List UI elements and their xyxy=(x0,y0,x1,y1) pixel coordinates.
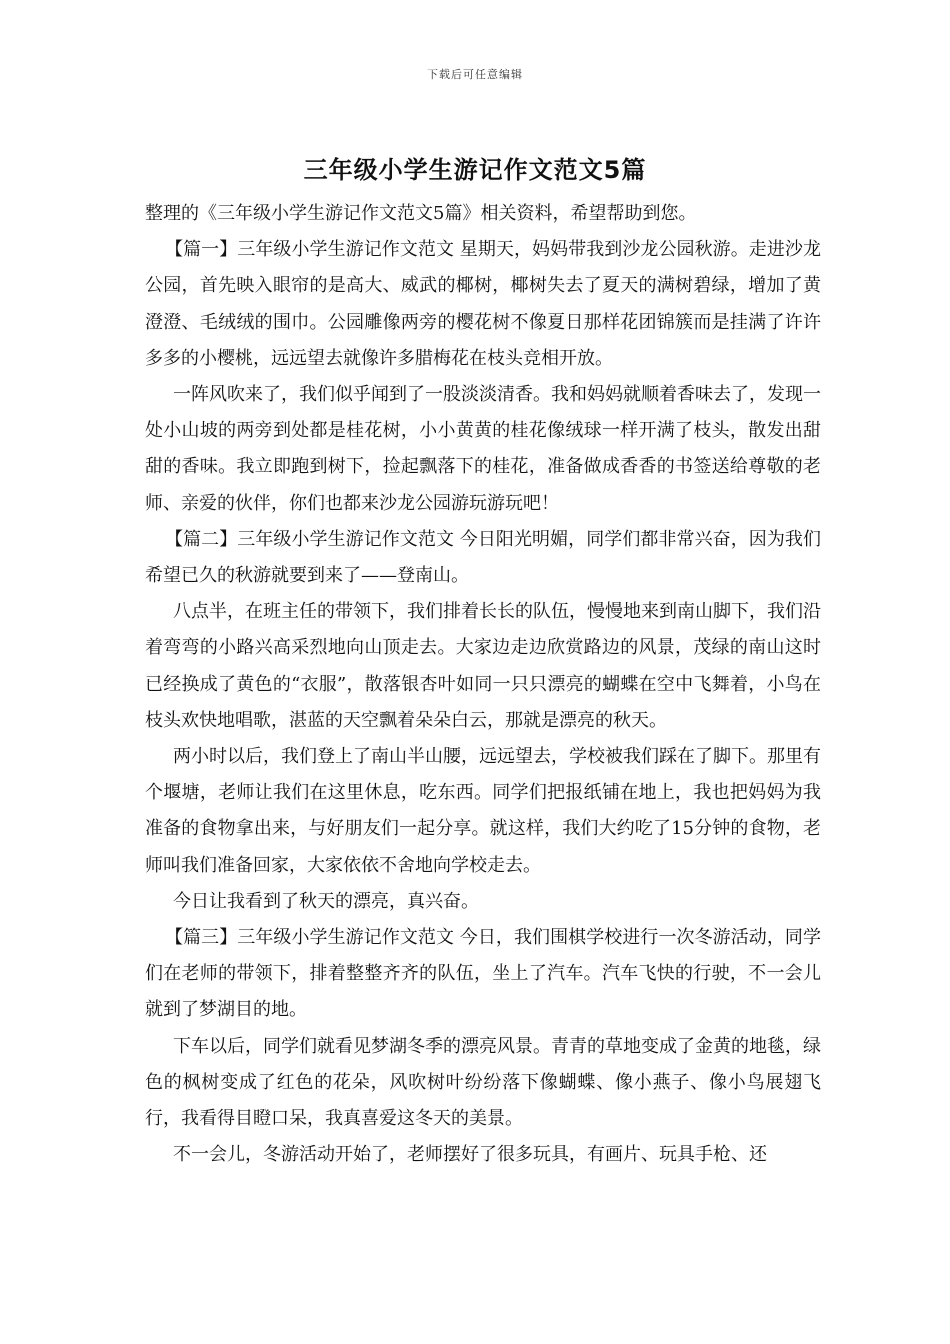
paragraph-essay-2-body-2: 两小时以后，我们登上了南山半山腰，远远望去，学校被我们踩在了脚下。那里有个堰塘，老师让我们在这里休息，吃东西。同学们把报纸铺在地上，我也把妈妈为我准备的食物拿出来，与好朋友们一起分享。就这样，我们大约吃了15分钟的食物，老师叫我们准备回家，大家依依不舍地向学校走去。 xyxy=(145,746,821,876)
paragraph-intro: 整理的《三年级小学生游记作文范文5篇》相关资料，希望帮助到您。 xyxy=(145,203,697,224)
paragraph-essay-3-body-2: 不一会儿，冬游活动开始了，老师摆好了很多玩具，有画片、玩具手枪、还 xyxy=(173,1144,767,1166)
paragraph-essay-2-body-1: 八点半，在班主任的带领下，我们排着长长的队伍，慢慢地来到南山脚下，我们沿着弯弯的小路兴高采烈地向山顶走去。大家边走边欣赏路边的风景，茂绿的南山这时已经换成了黄色的“衣服”，散落银杏叶如同一只只漂亮的蝴蝶在空中飞舞着，小鸟在枝头欢快地唱歌，湛蓝的天空飘着朵朵白云，那就是漂亮的秋天。 xyxy=(145,601,821,731)
paragraph-essay-3-body-1: 下车以后，同学们就看见梦湖冬季的漂亮风景。青青的草地变成了金黄的地毯，绿色的枫树变成了红色的花朵，风吹树叶纷纷落下像蝴蝶、像小燕子、像小鸟展翅飞行，我看得目瞪口呆，我真喜爱这冬天的美景。 xyxy=(145,1035,821,1130)
paragraph-essay-3-intro: 【篇三】三年级小学生游记作文范文 今日，我们围棋学校进行一次冬游活动，同学们在老师的带领下，排着整整齐齐的队伍，坐上了汽车。汽车飞快的行驶，不一会儿就到了梦湖目的地。 xyxy=(145,927,821,1021)
paragraph-essay-2-body-3: 今日让我看到了秋天的漂亮，真兴奋。 xyxy=(173,890,479,912)
paragraph-essay-1-body: 一阵风吹来了，我们似乎闻到了一股淡淡清香。我和妈妈就顺着香味去了，发现一处小山坡的两旁到处都是桂花树，小小黄黄的桂花像绒球一样开满了枝头，散发出甜甜的香味。我立即跑到树下，捡起飘落下的桂花，准备做成香香的书签送给尊敬的老师、亲爱的伙伴，你们也都来沙龙公园游玩游玩吧！ xyxy=(145,384,821,514)
paragraph-essay-2-intro: 【篇二】三年级小学生游记作文范文 今日阳光明媚，同学们都非常兴奋，因为我们希望已久的秋游就要到来了——登南山。 xyxy=(145,528,821,587)
paragraph-essay-1-intro: 【篇一】三年级小学生游记作文范文 星期天，妈妈带我到沙龙公园秋游。走进沙龙公园，首先映入眼帘的是高大、威武的椰树，椰树失去了夏天的满树碧绿，增加了黄澄澄、毛绒绒的围巾。公园雕像两旁的樱花树不像夏日那样花团锦簇而是挂满了许许多多的小樱桃，远远望去就像许多腊梅花在枝头竞相开放。 xyxy=(145,239,821,369)
header-note: 下载后可任意编辑 xyxy=(427,68,523,81)
document-body xyxy=(145,196,821,1173)
document-title: 三年级小学生游记作文范文5篇 xyxy=(303,156,647,184)
